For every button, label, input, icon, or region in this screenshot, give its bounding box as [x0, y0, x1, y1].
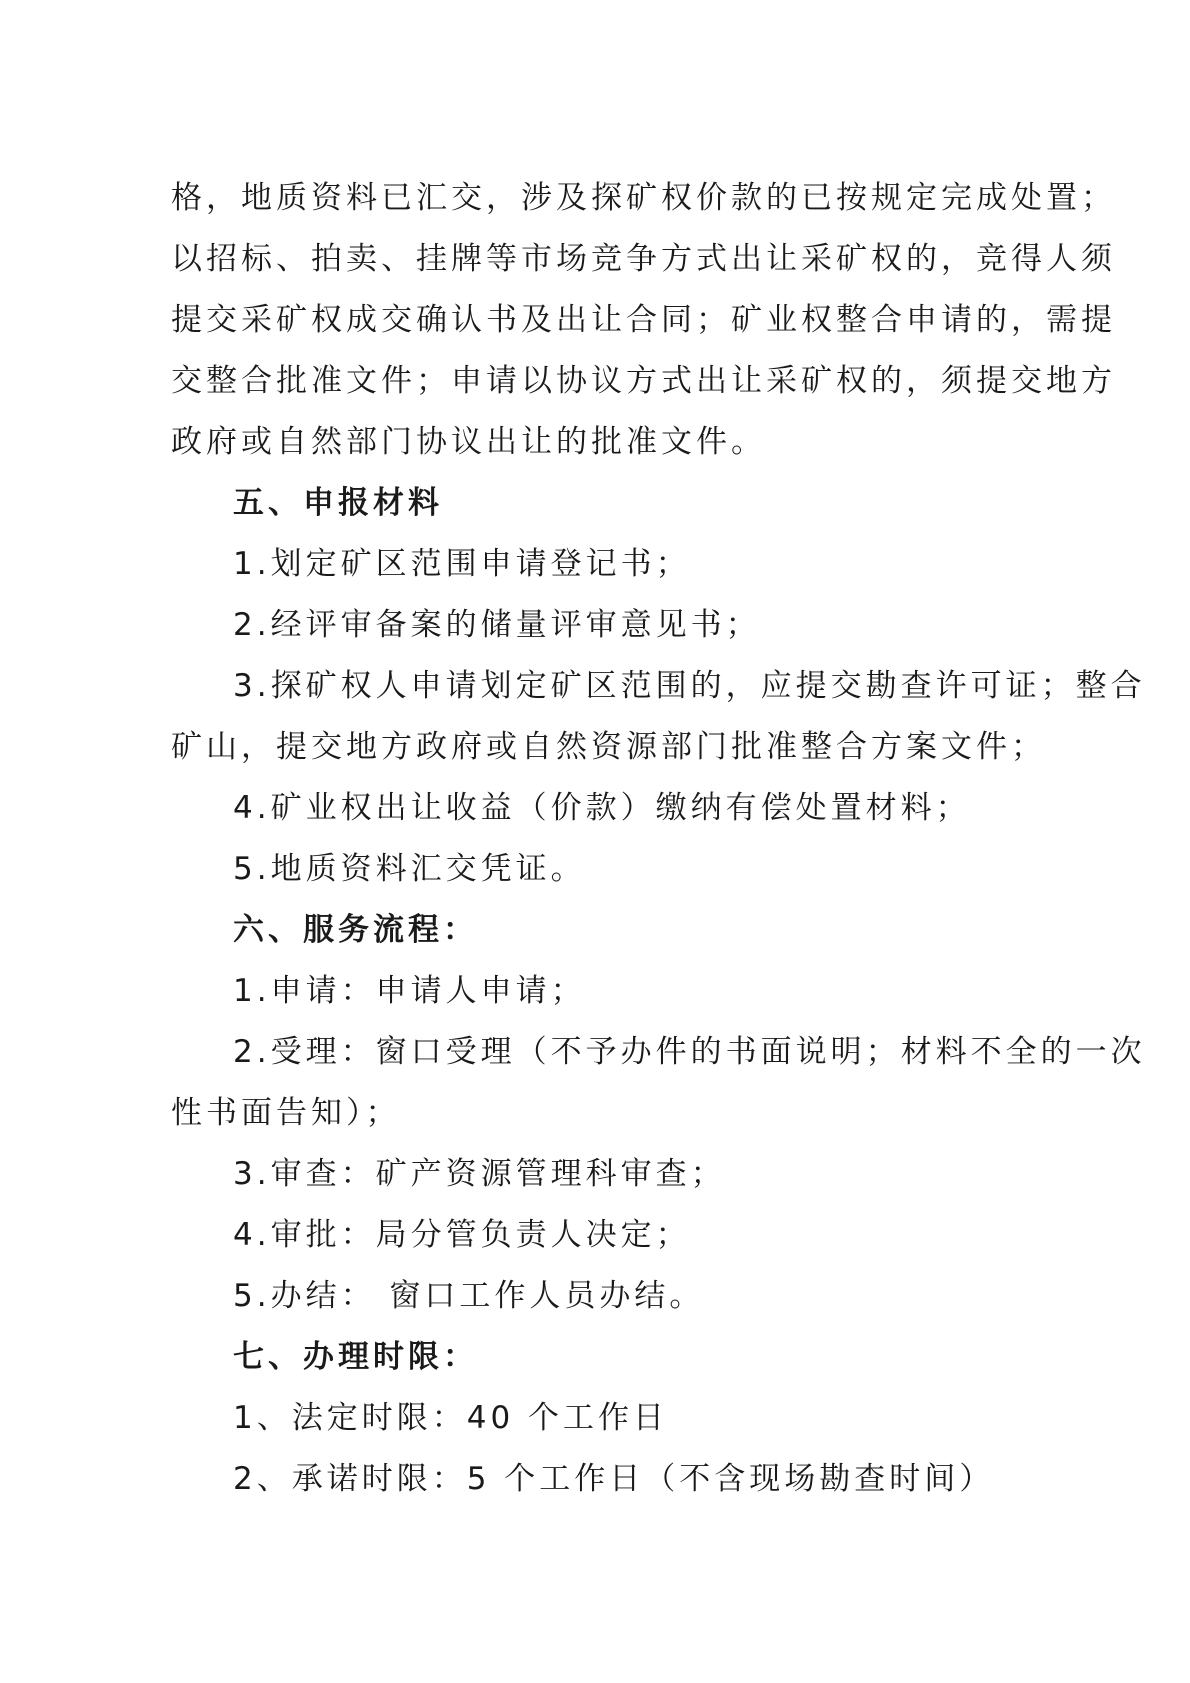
list-item: 3.探矿权人申请划定矿区范围的，应提交勘查许可证；整合	[233, 668, 1146, 704]
paragraph-line: 交整合批准文件；申请以协议方式出让采矿权的，须提交地方	[171, 363, 1116, 399]
list-item: 1、法定时限：40 个工作日	[233, 1400, 669, 1436]
list-item-continuation: 性书面告知）；	[171, 1095, 401, 1131]
paragraph-line: 以招标、拍卖、挂牌等市场竞争方式出让采矿权的，竞得人须	[171, 241, 1116, 277]
list-item: 1.申请：申请人申请；	[233, 973, 586, 1009]
list-item: 2、承诺时限：5 个工作日（不含现场勘查时间）	[233, 1461, 995, 1497]
list-item: 5.地质资料汇交凭证。	[233, 851, 586, 887]
list-item: 4.矿业权出让收益（价款）缴纳有偿处置材料；	[233, 790, 971, 826]
paragraph-line: 提交采矿权成交确认书及出让合同；矿业权整合申请的，需提	[171, 302, 1116, 338]
section-heading-service-process: 六、服务流程：	[233, 912, 478, 948]
list-item: 3.审查：矿产资源管理科审查；	[233, 1156, 726, 1192]
section-heading-processing-time: 七、办理时限：	[233, 1339, 478, 1375]
list-item: 2.经评审备案的储量评审意见书；	[233, 607, 761, 643]
paragraph-line: 政府或自然部门协议出让的批准文件。	[171, 424, 766, 460]
section-heading-application-materials: 五、申报材料	[233, 485, 443, 521]
list-item: 1.划定矿区范围申请登记书；	[233, 546, 691, 582]
list-item: 2.受理：窗口受理（不予办件的书面说明；材料不全的一次	[233, 1034, 1146, 1070]
paragraph-line: 格，地质资料已汇交，涉及探矿权价款的已按规定完成处置；	[171, 180, 1116, 216]
list-item: 5.办结： 窗口工作人员办结。	[233, 1278, 705, 1314]
list-item: 4.审批：局分管负责人决定；	[233, 1217, 691, 1253]
list-item-continuation: 矿山，提交地方政府或自然资源部门批准整合方案文件；	[171, 729, 1046, 765]
